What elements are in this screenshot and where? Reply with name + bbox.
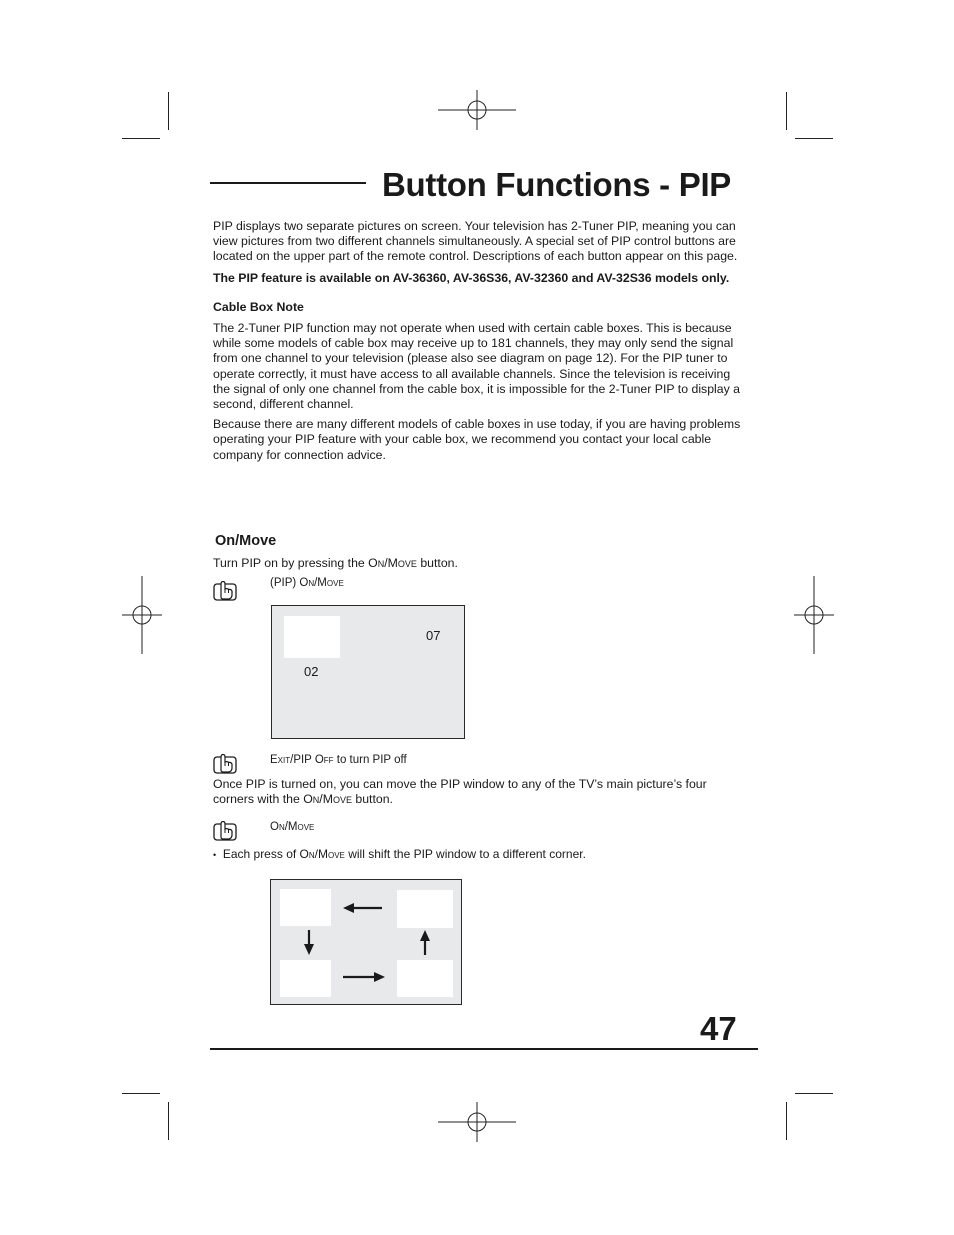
button-name: On/Move	[368, 556, 417, 570]
pip-window	[284, 616, 340, 658]
pip-corner-diagram	[270, 879, 462, 1005]
title-rule	[210, 182, 366, 184]
crop-mark	[786, 1102, 787, 1140]
move-instruction: corners with the On/Move button.	[213, 792, 393, 806]
registration-mark-icon	[438, 90, 516, 130]
registration-mark-icon	[122, 576, 162, 654]
crop-mark	[168, 92, 169, 130]
hand-pressing-button-icon	[213, 751, 238, 775]
pip-channel-number: 02	[304, 664, 319, 679]
hand-pressing-button-icon	[213, 818, 238, 842]
turn-on-instruction: Turn PIP on by pressing the On/Move button.	[213, 556, 458, 570]
cable-note-heading: Cable Box Note	[213, 299, 304, 314]
intro-paragraph: PIP displays two separate pictures on screen. Your television has 2-Tuner PIP, meaning you can view pictures from two different channels simultaneously. A special set of PIP control buttons are located on the upper part of the remote control. Descriptions of each button appear on this page.	[213, 219, 738, 264]
bullet-item: • Each press of On/Move will shift the PIP window to a different corner.	[213, 847, 586, 861]
pip-window-bottom-right	[397, 960, 453, 997]
hand-pressing-button-icon	[213, 578, 238, 602]
step-button-label: On/Move	[270, 821, 315, 833]
step-button-label: (PIP) On/Move	[270, 577, 344, 589]
crop-mark	[795, 138, 833, 139]
cable-note-paragraph: Because there are many different models of cable boxes in use today, if you are having problems operating your PIP feature with your cable box, we recommend you contact your local cable company for connection advice.	[213, 417, 741, 462]
pip-window-bottom-left	[280, 960, 331, 997]
registration-mark-icon	[438, 1102, 516, 1142]
crop-mark	[122, 138, 160, 139]
crop-mark	[122, 1093, 160, 1094]
pip-window-top-left	[280, 889, 331, 926]
crop-mark	[786, 92, 787, 130]
page-title: Button Functions - PIP	[382, 166, 732, 203]
page-number: 47	[700, 1010, 737, 1047]
step-button-label: Exit/PIP Off to turn PIP off	[270, 754, 407, 766]
arrow-down-icon	[303, 930, 315, 955]
registration-mark-icon	[794, 576, 834, 654]
arrow-left-icon	[343, 902, 383, 914]
on-move-heading: On/Move	[215, 533, 277, 549]
footer-rule	[210, 1048, 758, 1050]
move-instruction: Once PIP is turned on, you can move the PIP window to any of the TV’s main picture’s four	[213, 777, 707, 791]
availability-note: The PIP feature is available on AV-36360, AV-36S36, AV-32360 and AV-32S36 models only.	[213, 270, 730, 285]
crop-mark	[795, 1093, 833, 1094]
cable-note-paragraph: The 2-Tuner PIP function may not operate when used with certain cable boxes. This is because while some models of cable box may receive up to 181 channels, they may only send the signal from one channel to your television (please also see diagram on page 12). For the PIP tuner to operate correctly, it must have access to all available channels. Since the television is receiving the signal of only one channel from the cable box, it is impossible for the 2-Tuner PIP to display a second, different channel.	[213, 321, 741, 412]
pip-window-top-right	[397, 890, 453, 928]
crop-mark	[168, 1102, 169, 1140]
arrow-right-icon	[343, 971, 385, 983]
tv-screen-diagram	[271, 605, 465, 739]
main-channel-number: 07	[426, 628, 441, 643]
intro-section	[213, 219, 745, 463]
arrow-up-icon	[419, 930, 431, 955]
